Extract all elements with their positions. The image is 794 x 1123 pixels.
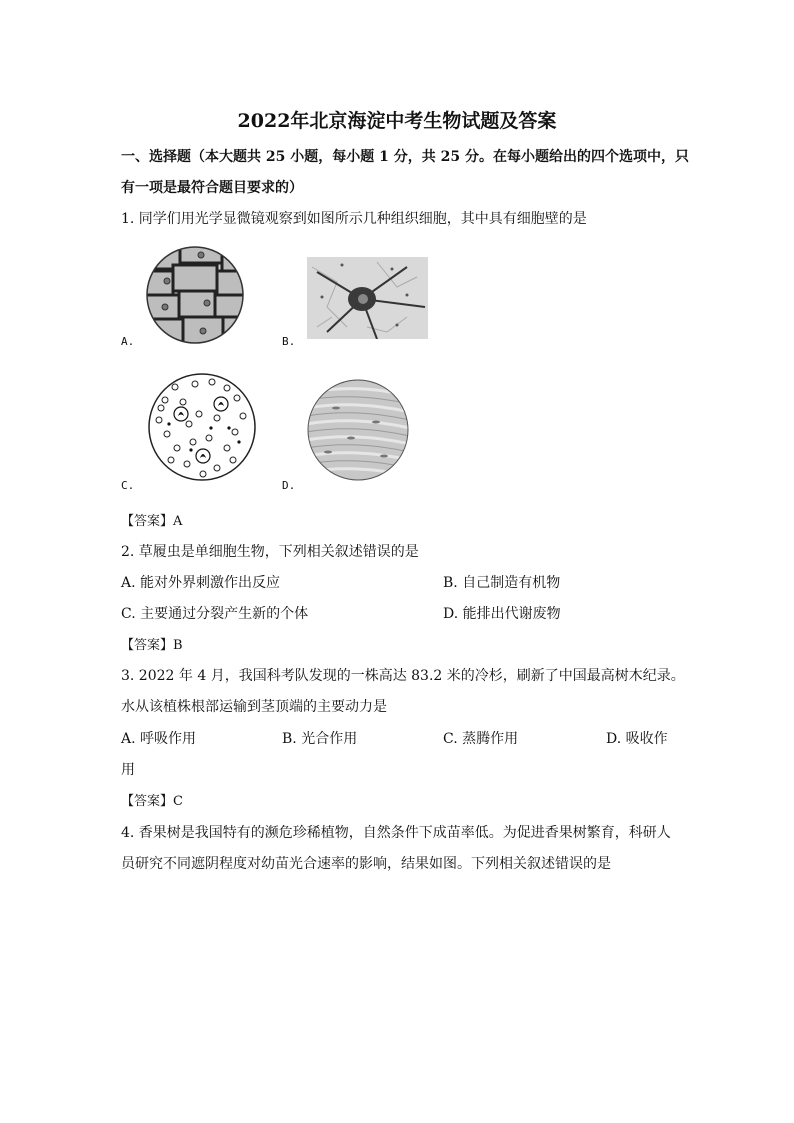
- question-2-option-d: D. 能排出代谢废物: [443, 606, 561, 622]
- question-3-option-c: C. 蒸腾作用: [443, 731, 519, 747]
- question-3-stem-line-2: 水从该植株根部运输到茎顶端的主要动力是: [121, 699, 387, 715]
- question-2-option-c: C. 主要通过分裂产生新的个体: [121, 606, 309, 622]
- question-3-option-d-wrap: 用: [121, 762, 135, 778]
- option-d-label: D.: [282, 479, 296, 492]
- figure-a-plant-cells: [145, 245, 245, 345]
- question-3-answer: 【答案】C: [121, 794, 183, 809]
- figure-c-blood-cells: [147, 372, 257, 482]
- question-2-option-b: B. 自己制造有机物: [443, 575, 561, 591]
- question-3-option-d: D. 吸收作: [606, 731, 668, 747]
- option-a-label: A.: [121, 335, 135, 348]
- question-2-option-a: A. 能对外界刺激作出反应: [121, 575, 281, 591]
- page-title: 2022年北京海淀中考生物试题及答案: [237, 110, 557, 132]
- section-heading-line-2: 有一项是最符合题目要求的）: [121, 180, 303, 196]
- option-c-label: C.: [121, 479, 135, 492]
- question-2-answer: 【答案】B: [121, 638, 183, 653]
- figure-d-muscle-tissue: [306, 378, 410, 482]
- question-2-stem: 2. 草履虫是单细胞生物，下列相关叙述错误的是: [121, 544, 419, 560]
- question-3-stem-line-1: 3. 2022 年 4 月，我国科考队发现的一株高达 83.2 米的冷杉，刷新了中国最高树木纪录。: [121, 668, 685, 684]
- question-1-answer: 【答案】A: [121, 514, 183, 529]
- question-3-option-b: B. 光合作用: [282, 731, 358, 747]
- question-3-option-a: A. 呼吸作用: [121, 731, 197, 747]
- option-b-label: B.: [282, 335, 296, 348]
- question-4-stem-line-1: 4. 香果树是我国特有的濒危珍稀植物，自然条件下成苗率低。为促进香果树繁育，科研人: [121, 825, 671, 841]
- figure-b-neuron: [307, 257, 428, 339]
- question-1-stem: 1. 同学们用光学显微镜观察到如图所示几种组织细胞，其中具有细胞壁的是: [121, 211, 587, 227]
- section-heading-line-1: 一、选择题（本大题共 25 小题，每小题 1 分，共 25 分。在每小题给出的四个选项中，只: [121, 149, 689, 165]
- question-4-stem-line-2: 员研究不同遮阴程度对幼苗光合速率的影响，结果如图。下列相关叙述错误的是: [121, 856, 611, 872]
